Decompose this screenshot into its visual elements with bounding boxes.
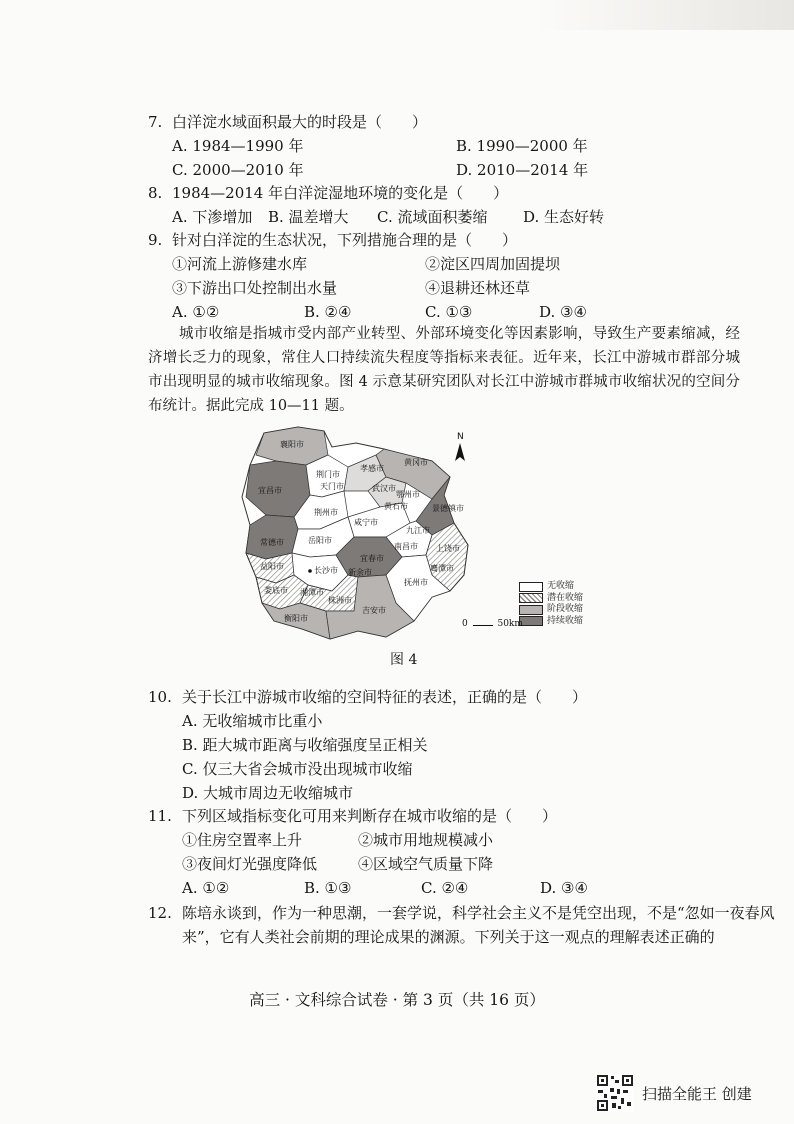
scale-zero: 0: [462, 619, 468, 629]
map-label-xiangyang: 襄阳市: [280, 440, 304, 449]
question-11-item-1: ①住房空置率上升: [182, 831, 303, 849]
legend-label-none: 无收缩: [547, 581, 575, 592]
question-7-option-b: B. 1990—2000 年: [456, 137, 588, 155]
question-9-number: 9.: [148, 231, 163, 249]
question-8-option-c: C. 流域面积萎缩: [377, 208, 488, 226]
scan-shadow: [534, 0, 794, 30]
page-footer: 高三 · 文科综合试卷 · 第 3 页（共 16 页）: [249, 991, 545, 1009]
svg-text:N: N: [457, 432, 464, 442]
question-11-option-a: A. ①②: [182, 879, 230, 897]
question-9-item-1: ①河流上游修建水库: [172, 255, 308, 273]
question-8-number: 8.: [148, 184, 163, 202]
map-label-hengyang: 衡阳市: [284, 614, 308, 623]
map-label-fuzhou: 抚州市: [404, 578, 428, 587]
question-12-number: 12.: [148, 904, 172, 922]
question-11-option-b: B. ①③: [304, 879, 352, 897]
question-8-stem: 1984—2014 年白洋淀湿地环境的变化是（ ）: [172, 184, 509, 202]
question-10-stem: 关于长江中游城市收缩的空间特征的表述，正确的是（ ）: [182, 688, 588, 706]
map-label-jingmen: 荆门市: [316, 470, 340, 479]
map-label-huangshi: 黄石市: [384, 502, 408, 511]
question-11-stem: 下列区域指标变化可用来判断存在城市收缩的是（ ）: [182, 807, 558, 825]
question-9-option-a: A. ①②: [172, 303, 220, 321]
map-label-huanggang: 黄冈市: [404, 458, 428, 467]
map-label-nanchang: 南昌市: [394, 542, 418, 551]
map-label-yichun: 宜春市: [360, 554, 384, 563]
map-label-yichang: 宜昌市: [258, 486, 282, 495]
figure-caption: 图 4: [390, 652, 418, 668]
passage-paragraph: 城市收缩是指城市受内部产业转型、外部环境变化等因素影响，导致生产要素缩减，经济增长乏力的现象，常住人口持续流失程度等指标来表征。近年来，长江中游城市群部分城市出现明显的城市收缩现象。图 4 示意某研究团队对长江中游城市群城市收缩状况的空间分布统计。据此完成 10—11 题。: [148, 326, 740, 414]
map-label-zhuzhou: 株洲市: [328, 596, 352, 605]
map-label-tianmen: 天门市: [320, 482, 344, 491]
map-dot-changsha: [308, 569, 312, 573]
question-7-number: 7.: [148, 113, 163, 131]
question-11-option-c: C. ②④: [421, 879, 469, 897]
map-scale-bar: [462, 619, 523, 629]
map-label-xiangtan: 湘潭市: [300, 588, 324, 597]
question-11-item-2: ②城市用地规模减小: [358, 831, 494, 849]
map-label-xinyu: 新余市: [348, 568, 372, 577]
map-label-wuhan: 武汉市: [372, 484, 396, 493]
qr-code-icon: [596, 1074, 634, 1112]
map-label-changsha: 长沙市: [314, 566, 338, 575]
question-8-option-a: A. 下渗增加: [172, 208, 253, 226]
question-9-stem: 针对白洋淀的生态状况，下列措施合理的是（ ）: [172, 231, 518, 249]
question-10-option-b: B. 距大城市距离与收缩强度呈正相关: [182, 736, 428, 754]
question-11-number: 11.: [148, 807, 172, 825]
north-arrow-icon: [455, 432, 465, 461]
map-label-xianning: 咸宁市: [354, 518, 378, 527]
legend-label-continuous: 持续收缩: [547, 615, 584, 626]
map-label-changde: 常德市: [260, 538, 284, 547]
map-legend: [519, 581, 583, 627]
map-label-yueyang: 岳阳市: [308, 536, 332, 545]
question-7-option-d: D. 2010—2014 年: [456, 161, 589, 179]
question-9-item-3: ③下游出口处控制出水量: [172, 279, 338, 297]
scanner-watermark: 扫描全能王 创建: [642, 1085, 752, 1103]
question-7-option-c: C. 2000—2010 年: [172, 161, 304, 179]
map-label-yiyang: 益阳市: [260, 562, 284, 571]
question-10-option-a: A. 无收缩城市比重小: [182, 712, 323, 730]
legend-label-stage: 阶段收缩: [547, 604, 584, 615]
question-9-option-d: D. ③④: [539, 303, 587, 321]
question-11-item-3: ③夜间灯光强度降低: [182, 855, 318, 873]
map-label-jingdezhen: 景德镇市: [432, 504, 464, 513]
question-12-line-1: 陈培永谈到，作为一种思潮，一套学说，科学社会主义不是凭空出现，不是“忽如一夜春风: [182, 904, 775, 922]
map-label-yingtan: 鹰潭市: [430, 564, 454, 573]
question-11-item-4: ④区域空气质量下降: [358, 855, 494, 873]
question-9-item-4: ④退耕还林还草: [425, 279, 531, 297]
question-8-option-b: B. 温差增大: [268, 208, 349, 226]
map-label-jian: 吉安市: [362, 606, 386, 615]
map-label-jiujiang: 九江市: [406, 526, 430, 535]
map-label-shangrao: 上饶市: [436, 544, 460, 553]
question-8-option-d: D. 生态好转: [523, 208, 605, 226]
legend-swatch-none: [519, 582, 543, 592]
question-9-option-b: B. ②④: [304, 303, 352, 321]
question-11-option-d: D. ③④: [540, 879, 588, 897]
map-label-ezhou: 鄂州市: [396, 490, 420, 499]
question-10-option-c: C. 仅三大省会城市没出现城市收缩: [182, 760, 413, 778]
question-9-option-c: C. ①③: [425, 303, 473, 321]
scale-distance: 50km: [497, 619, 523, 629]
question-10-number: 10.: [148, 688, 172, 706]
question-10-option-d: D. 大城市周边无收缩城市: [182, 784, 354, 802]
question-7-option-a: A. 1984—1990 年: [172, 137, 304, 155]
map-label-loudi: 娄底市: [264, 586, 288, 595]
map-label-jingzhou: 荆州市: [314, 508, 338, 517]
map-label-xiaogan: 孝感市: [360, 464, 384, 473]
question-7-stem: 白洋淀水域面积最大的时段是（ ）: [172, 113, 428, 131]
legend-swatch-potential: [519, 593, 543, 603]
question-12-line-2: 来”，它有人类社会前期的理论成果的渊源。下列关于这一观点的理解表述正确的: [182, 928, 715, 946]
legend-label-potential: 潜在收缩: [547, 592, 584, 603]
question-9-item-2: ②淀区四周加固提坝: [425, 255, 561, 273]
legend-swatch-stage: [519, 605, 543, 615]
